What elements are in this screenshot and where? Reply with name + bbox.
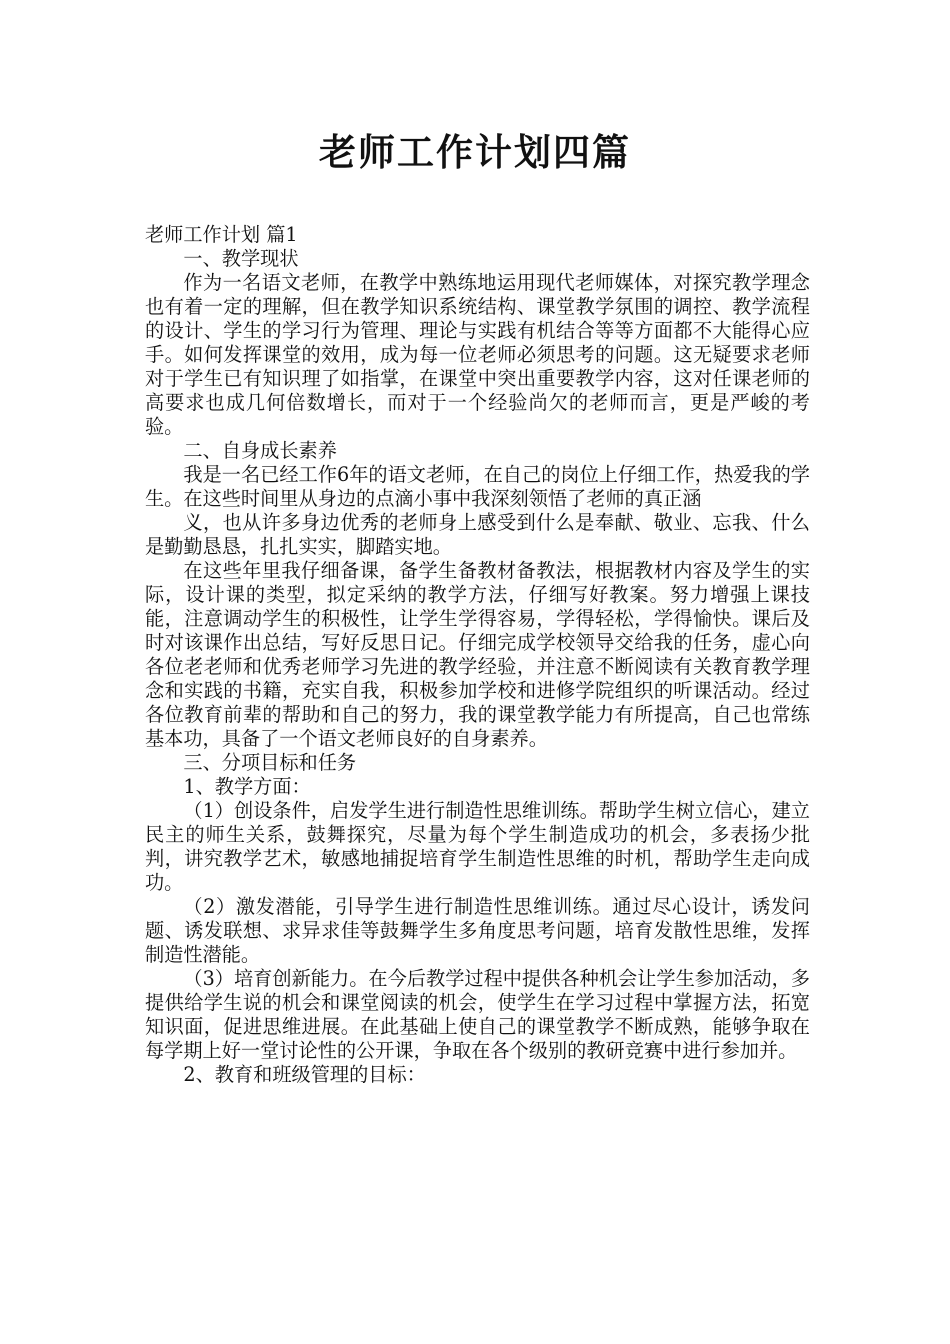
- paragraph: 2、教育和班级管理的目标：: [183, 1063, 426, 1086]
- paragraph: （1）创设条件，启发学生进行制造性思维训练。帮助学生树立信心，建立民主的师生关系，鼓舞探究，尽量为每个学生制造成功的机会，多表扬少批判，讲究教学艺术，敏感地捕捉培育学生制造性思维的时机，帮助学生走向成功。: [145, 799, 810, 894]
- paragraph: 一、教学现状: [183, 247, 299, 270]
- paragraph: 三、分项目标和任务: [183, 751, 357, 774]
- page-title: 老师工作计划四篇: [319, 131, 631, 174]
- paragraph: 在这些年里我仔细备课，备学生备教材备教法，根据教材内容及学生的实际，设计课的类型，拟定采纳的教学方法，仔细写好教案。努力增强上课技能，注意调动学生的积极性，让学生学得容易，学得轻松，学得愉快。课后及时对该课作出总结，写好反思日记。仔细完成学校领导交给我的任务，虚心向各位老老师和优秀老师学习先进的教学经验，并注意不断阅读有关教育教学理念和实践的书籍，充实自我，积极参加学校和进修学院组织的听课活动。经过各位教育前辈的帮助和自己的努力，我的课堂教学能力有所提高，自己也常练基本功，具备了一个语文老师良好的自身素养。: [145, 559, 810, 750]
- paragraph: （2）激发潜能，引导学生进行制造性思维训练。通过尽心设计，诱发问题、诱发联想、求异求佳等鼓舞学生多角度思考问题，培育发散性思维，发挥制造性潜能。: [145, 895, 810, 966]
- paragraph: 义，也从许多身边优秀的老师身上感受到什么是奉献、敬业、忘我、什么是勤勤恳恳，扎扎实实，脚踏实地。: [145, 511, 810, 558]
- paragraph: 老师工作计划 篇1: [145, 223, 298, 246]
- paragraph: 作为一名语文老师，在教学中熟练地运用现代老师媒体，对探究教学理念也有着一定的理解，但在教学知识系统结构、课堂教学氛围的调控、教学流程的设计、学生的学习行为管理、理论与实践有机结合等等方面都不大能得心应手。如何发挥课堂的效用，成为每一位老师必须思考的问题。这无疑要求老师对于学生已有知识理了如指掌，在课堂中突出重要教学内容，这对任课老师的高要求也成几何倍数增长，而对于一个经验尚欠的老师而言，更是严峻的考验。: [145, 271, 810, 438]
- paragraph: （3）培育创新能力。在今后教学过程中提供各种机会让学生参加活动，多提供给学生说的机会和课堂阅读的机会，使学生在学习过程中掌握方法，拓宽知识面，促进思维进展。在此基础上使自己的课堂教学不断成熟，能够争取在每学期上好一堂讨论性的公开课，争取在各个级别的教研竞赛中进行参加并。: [145, 967, 810, 1062]
- document-body: [145, 223, 810, 1087]
- paragraph: 我是一名已经工作6年的语文老师，在自己的岗位上仔细工作，热爱我的学生。在这些时间里从身边的点滴小事中我深刻领悟了老师的真正涵: [145, 463, 810, 510]
- paragraph: 二、自身成长素养: [183, 439, 337, 462]
- paragraph: 1、教学方面：: [183, 775, 311, 798]
